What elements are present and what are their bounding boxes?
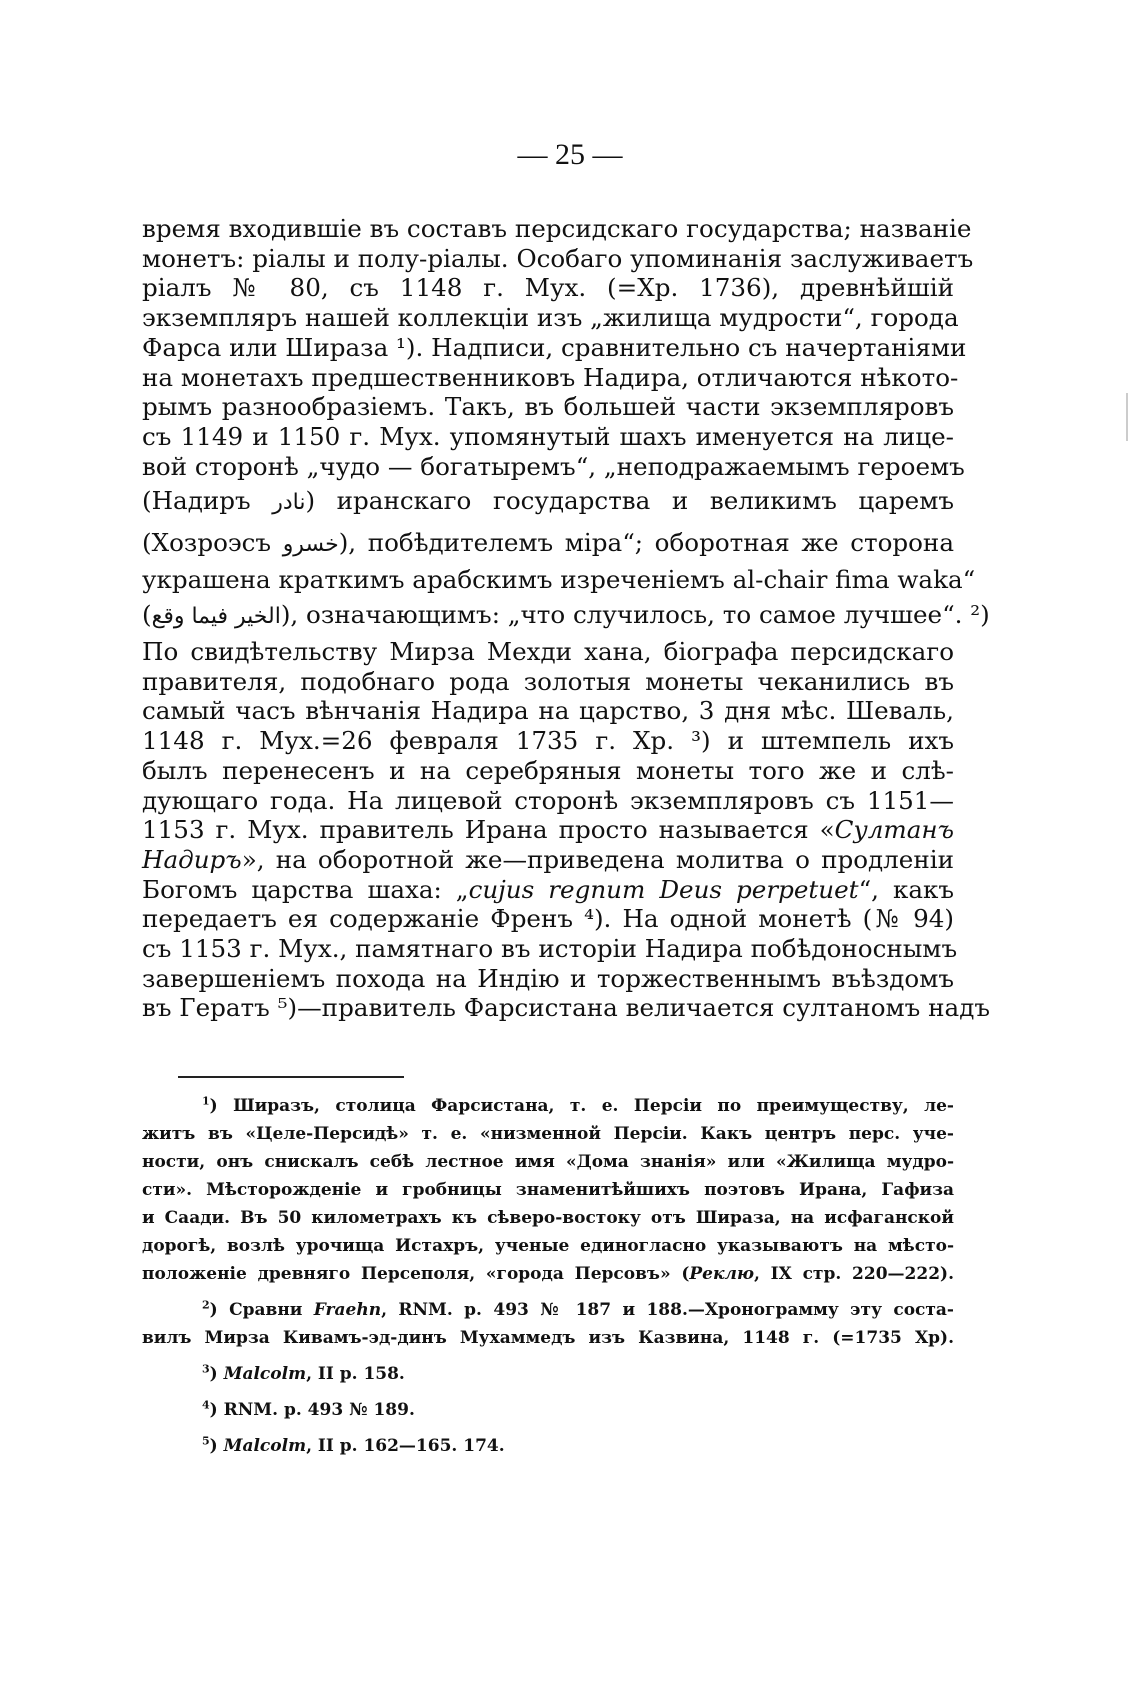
text-fragment: “, какъ: [858, 874, 955, 904]
footnote-mark: 3: [202, 1362, 210, 1376]
italic-fragment: Надиръ: [142, 844, 242, 874]
footnote-line: [142, 1360, 954, 1388]
text-line: По свидѣтельству Мирза Мехди хана, біографа персидскаго: [142, 637, 954, 667]
footnote-line: дорогѣ, возлѣ урочища Истахръ, ученые единогласно указываютъ на мѣсто-: [142, 1236, 954, 1256]
text-line: съ 1149 и 1150 г. Мух. упомянутый шахъ именуется на лице-: [142, 421, 954, 451]
text-fragment: », на оборотной же—приведена молитва о продленіи: [241, 844, 954, 874]
text-fragment: , RNM. p. 493 № 187 и 188.—Хронограмму эту соста-: [381, 1300, 954, 1320]
text-line: дующаго года. На лицевой сторонѣ экземпляровъ съ 1151—: [142, 785, 954, 815]
text-fragment: ) RNM. p. 493 № 189.: [209, 1400, 415, 1420]
text-fragment: (Надиръ: [142, 486, 251, 516]
footnote-mark: 5: [202, 1434, 210, 1448]
text-line: вой сторонѣ „чудо — богатыремъ“, „неподражаемымъ героемъ: [142, 451, 965, 481]
text-line: [142, 815, 954, 845]
footnote-line: сти». Мѣсторожденіе и гробницы знаменитѣйшихъ поэтовъ Ирана, Гафиза: [142, 1180, 954, 1200]
text-fragment: ) Ширазъ, столица Фарсистана, т. е. Персіи по преимуществу, ле-: [209, 1096, 954, 1116]
footnote-line: и Саади. Въ 50 километрахъ къ сѣверо-востоку отъ Шираза, на исфаганской: [142, 1208, 954, 1228]
italic-fragment: Malcolm: [223, 1364, 307, 1384]
italic-fragment: Fraehn: [313, 1300, 382, 1320]
footnote-line: [142, 1260, 954, 1288]
italic-fragment: Реклю: [689, 1264, 754, 1284]
text-line: былъ перенесенъ и на серебряныя монеты того же и слѣ-: [142, 755, 954, 785]
footnote-5: [142, 1432, 954, 1460]
text-fragment: Богомъ царства шаха: „: [142, 874, 469, 904]
text-line: рымъ разнообразіемъ. Такъ, въ большей части экземпляровъ: [142, 392, 954, 422]
text-line: украшена краткимъ арабскимъ изреченіемъ al-chair fima waka“: [142, 565, 976, 595]
text-fragment: ), означающимъ: „что случилось, то самое лучшее“. ²): [280, 600, 990, 630]
footnote-1: [142, 1092, 954, 1288]
footnote-line: вилъ Мирза Кивамъ-эд-динъ Мухаммедъ изъ Казвина, 1148 г. (=1735 Хр).: [142, 1328, 954, 1348]
footnote-line: [142, 1296, 954, 1324]
text-line: Фарса или Шираза ¹). Надписи, сравнительно съ начертаніями: [142, 332, 967, 362]
text-line: монетъ: ріалы и полу-ріалы. Особаго упоминанія заслуживаетъ: [142, 243, 974, 273]
footnote-line: [142, 1396, 954, 1424]
text-line: на монетахъ предшественниковъ Надира, отличаются нѣкото-: [142, 362, 959, 392]
footnote-mark: 2: [202, 1298, 210, 1312]
text-line-with-arabic: [142, 595, 990, 637]
arabic-word-nadir: نادر: [272, 490, 306, 516]
text-fragment: 1153 г. Мух. правитель Ирана просто называется «: [142, 815, 835, 845]
main-text: [142, 214, 990, 1023]
footnote-line: житъ въ «Целе-Персидѣ» т. е. «низменной Персіи. Какъ центръ перс. уче-: [142, 1124, 954, 1144]
italic-fragment: Malcolm: [223, 1436, 307, 1456]
arabic-phrase: الخير فيما وقع: [151, 604, 281, 630]
text-fragment: , II p. 162—165. 174.: [306, 1436, 505, 1456]
footnote-mark: 4: [202, 1398, 210, 1412]
footnote-separator: [178, 1076, 404, 1078]
text-line: передаетъ ея содержаніе Френъ ⁴). На одной монетѣ (№ 94): [142, 904, 954, 934]
footnote-line: ности, онъ снискалъ себѣ лестное имя «Дома знанія» или «Жилища мудро-: [142, 1152, 954, 1172]
text-fragment: (Хозроэсъ: [142, 528, 272, 558]
text-line: съ 1153 г. Мух., памятнаго въ исторіи Надира побѣдоноснымъ: [142, 934, 958, 964]
text-line-with-arabic: [142, 481, 954, 523]
footnote-4: [142, 1396, 954, 1424]
text-line: [142, 875, 954, 905]
text-line: въ Гератъ ⁵)—правитель Фарсистана величается султаномъ надъ: [142, 993, 990, 1023]
text-line-with-arabic: [142, 523, 954, 565]
italic-fragment: Султанъ: [834, 815, 954, 845]
margin-mark: [1126, 393, 1128, 441]
footnote-2: [142, 1296, 954, 1352]
italic-fragment: cujus regnum Deus perpetuet: [468, 874, 859, 904]
text-line: время входившіе въ составъ персидскаго государства; названіе: [142, 214, 972, 243]
text-line: ріалъ № 80, съ 1148 г. Мух. (=Хр. 1736), древнѣйшій: [142, 273, 954, 303]
text-line: 1148 г. Мух.=26 февраля 1735 г. Хр. ³) и штемпель ихъ: [142, 726, 954, 756]
text-fragment: ) иранскаго государства и великимъ царемъ: [305, 486, 954, 516]
text-line: экземпляръ нашей коллекціи изъ „жилища мудрости“, города: [142, 303, 959, 333]
text-line: завершеніемъ похода на Индію и торжественнымъ въѣздомъ: [142, 963, 954, 993]
text-fragment: ): [209, 1436, 224, 1456]
footnote-line: [142, 1092, 954, 1120]
text-fragment: ) Сравни: [209, 1300, 314, 1320]
footnotes: [142, 1092, 954, 1468]
text-fragment: , II p. 158.: [306, 1364, 405, 1384]
text-fragment: ): [209, 1364, 224, 1384]
text-line: [142, 845, 954, 875]
text-fragment: (: [142, 600, 152, 630]
text-fragment: ), побѣдителемъ міра“; оборотная же сторона: [338, 528, 954, 558]
footnote-3: [142, 1360, 954, 1388]
page-number: — 25 —: [517, 138, 623, 171]
arabic-word-khosrow: خسرو: [282, 532, 339, 558]
text-line: правителя, подобнаго рода золотыя монеты чеканились въ: [142, 666, 954, 696]
text-fragment: , IX стр. 220—222).: [753, 1264, 954, 1284]
text-line: самый часъ вѣнчанія Надира на царство, 3 дня мѣс. Шеваль,: [142, 696, 954, 726]
footnote-line: [142, 1432, 954, 1460]
text-fragment: положеніе древняго Персеполя, «города Персовъ» (: [142, 1264, 690, 1284]
footnote-mark: 1: [202, 1094, 210, 1108]
